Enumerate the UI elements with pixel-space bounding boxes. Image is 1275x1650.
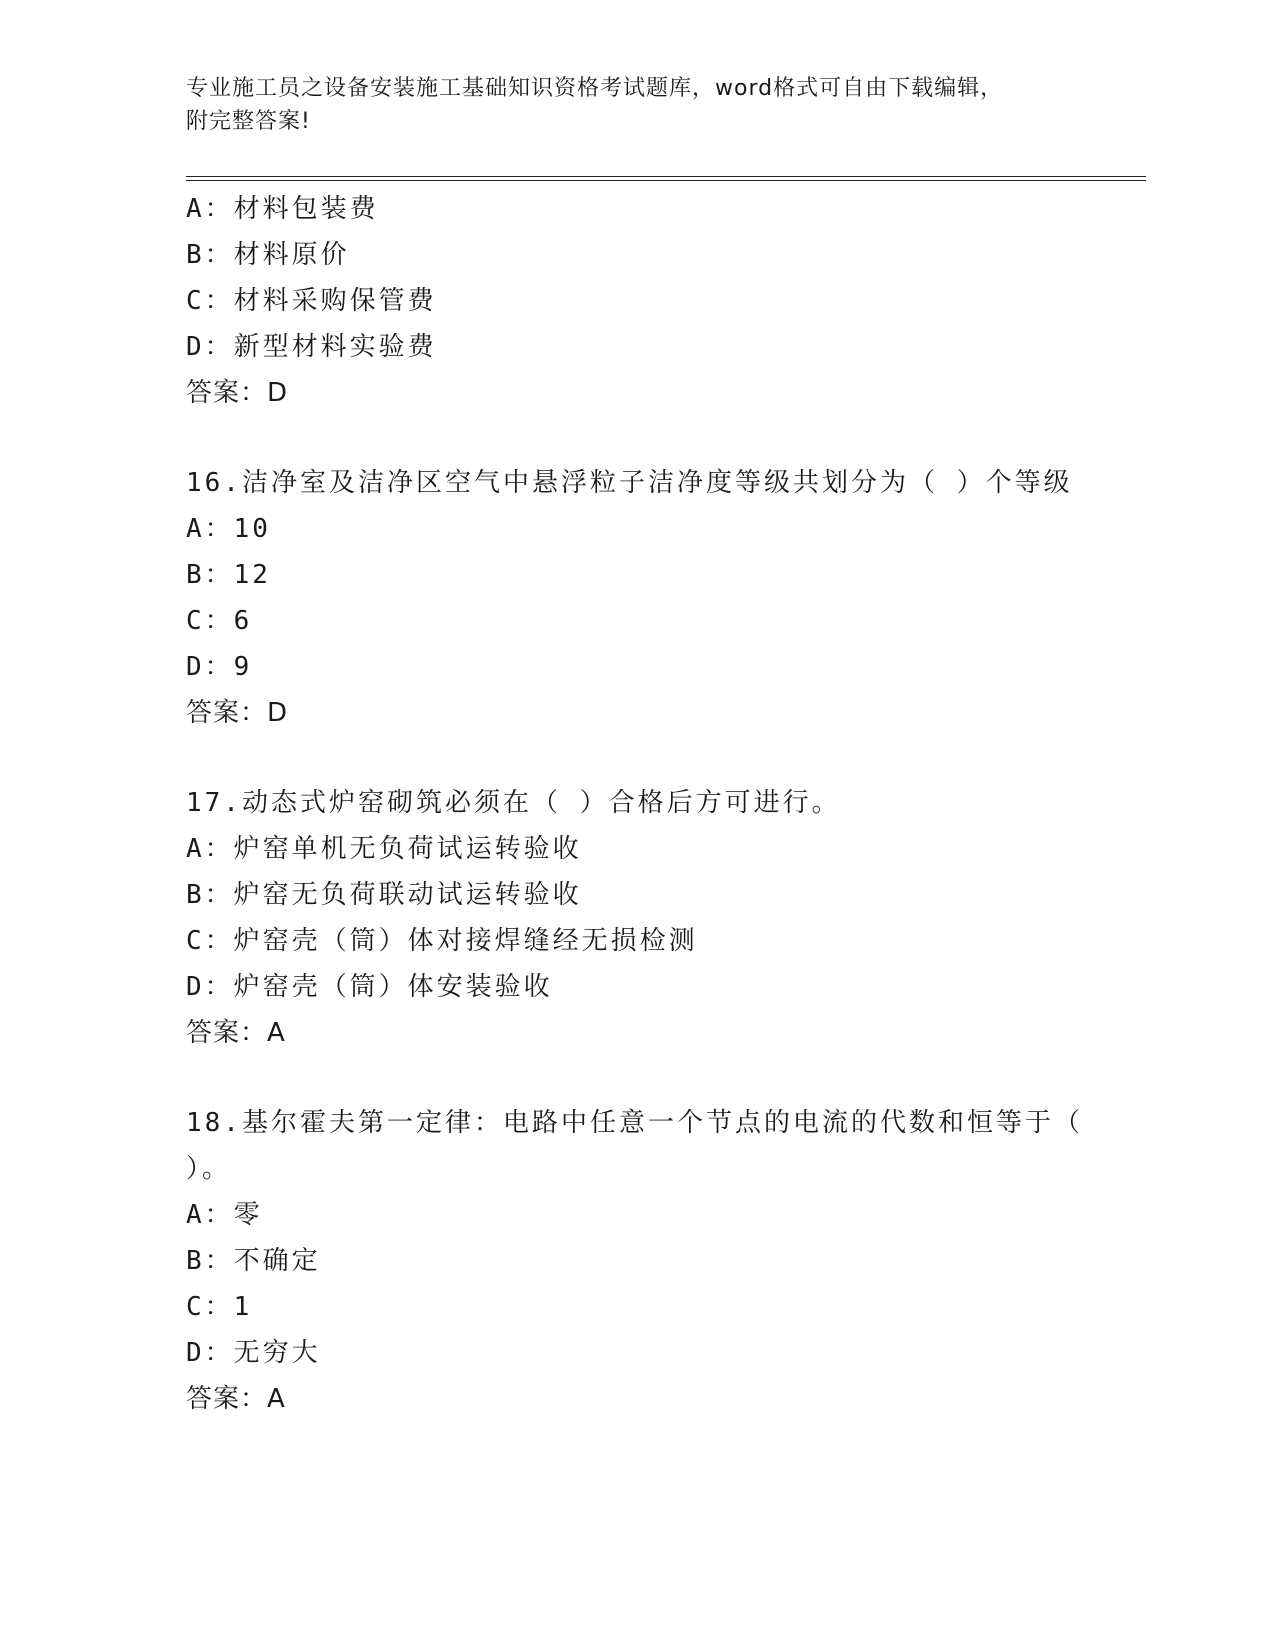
question-title: 16.洁净室及洁净区空气中悬浮粒子洁净度等级共划分为（ ）个等级 [186,468,1073,498]
option-b: B：不确定 [186,1246,321,1276]
option-b: B：材料原价 [186,240,350,270]
spacer [186,736,1146,780]
header-divider [186,176,1146,181]
document-header [186,72,1086,138]
question-18 [186,1100,1146,1422]
option-d: D：无穷大 [186,1338,321,1368]
option-c: C：1 [186,1292,253,1322]
question-list [186,186,1146,1422]
option-c: C：炉窑壳（筒）体对接焊缝经无损检测 [186,926,698,956]
option-c: C：材料采购保管费 [186,286,437,316]
option-a: A：零 [186,1200,263,1230]
option-b: B：炉窑无负荷联动试运转验收 [186,880,582,910]
spacer [186,416,1146,460]
option-a: A：炉窑单机无负荷试运转验收 [186,834,582,864]
option-a: A：材料包装费 [186,194,379,224]
question-15 [186,186,1146,416]
question-title-line-1: 18.基尔霍夫第一定律：电路中任意一个节点的电流的代数和恒等于（ [186,1108,1083,1138]
option-c: C：6 [186,606,253,636]
option-a: A：10 [186,514,271,544]
option-d: D：新型材料实验费 [186,332,437,362]
spacer [186,1056,1146,1100]
answer: 答案：A [186,1018,286,1048]
question-title-line-2: ）。 [186,1154,232,1184]
question-title: 17.动态式炉窑砌筑必须在（ ）合格后方可进行。 [186,788,841,818]
answer: 答案：D [186,378,289,408]
option-d: D：炉窑壳（筒）体安装验收 [186,972,553,1002]
header-intro-line-2: 附完整答案! [186,109,311,134]
answer: 答案：A [186,1384,286,1414]
header-intro-line-1: 专业施工员之设备安装施工基础知识资格考试题库，word格式可自由下载编辑， [186,76,1004,101]
option-b: B：12 [186,560,271,590]
option-d: D：9 [186,652,253,682]
question-17 [186,780,1146,1056]
question-16 [186,460,1146,736]
answer: 答案：D [186,698,289,728]
